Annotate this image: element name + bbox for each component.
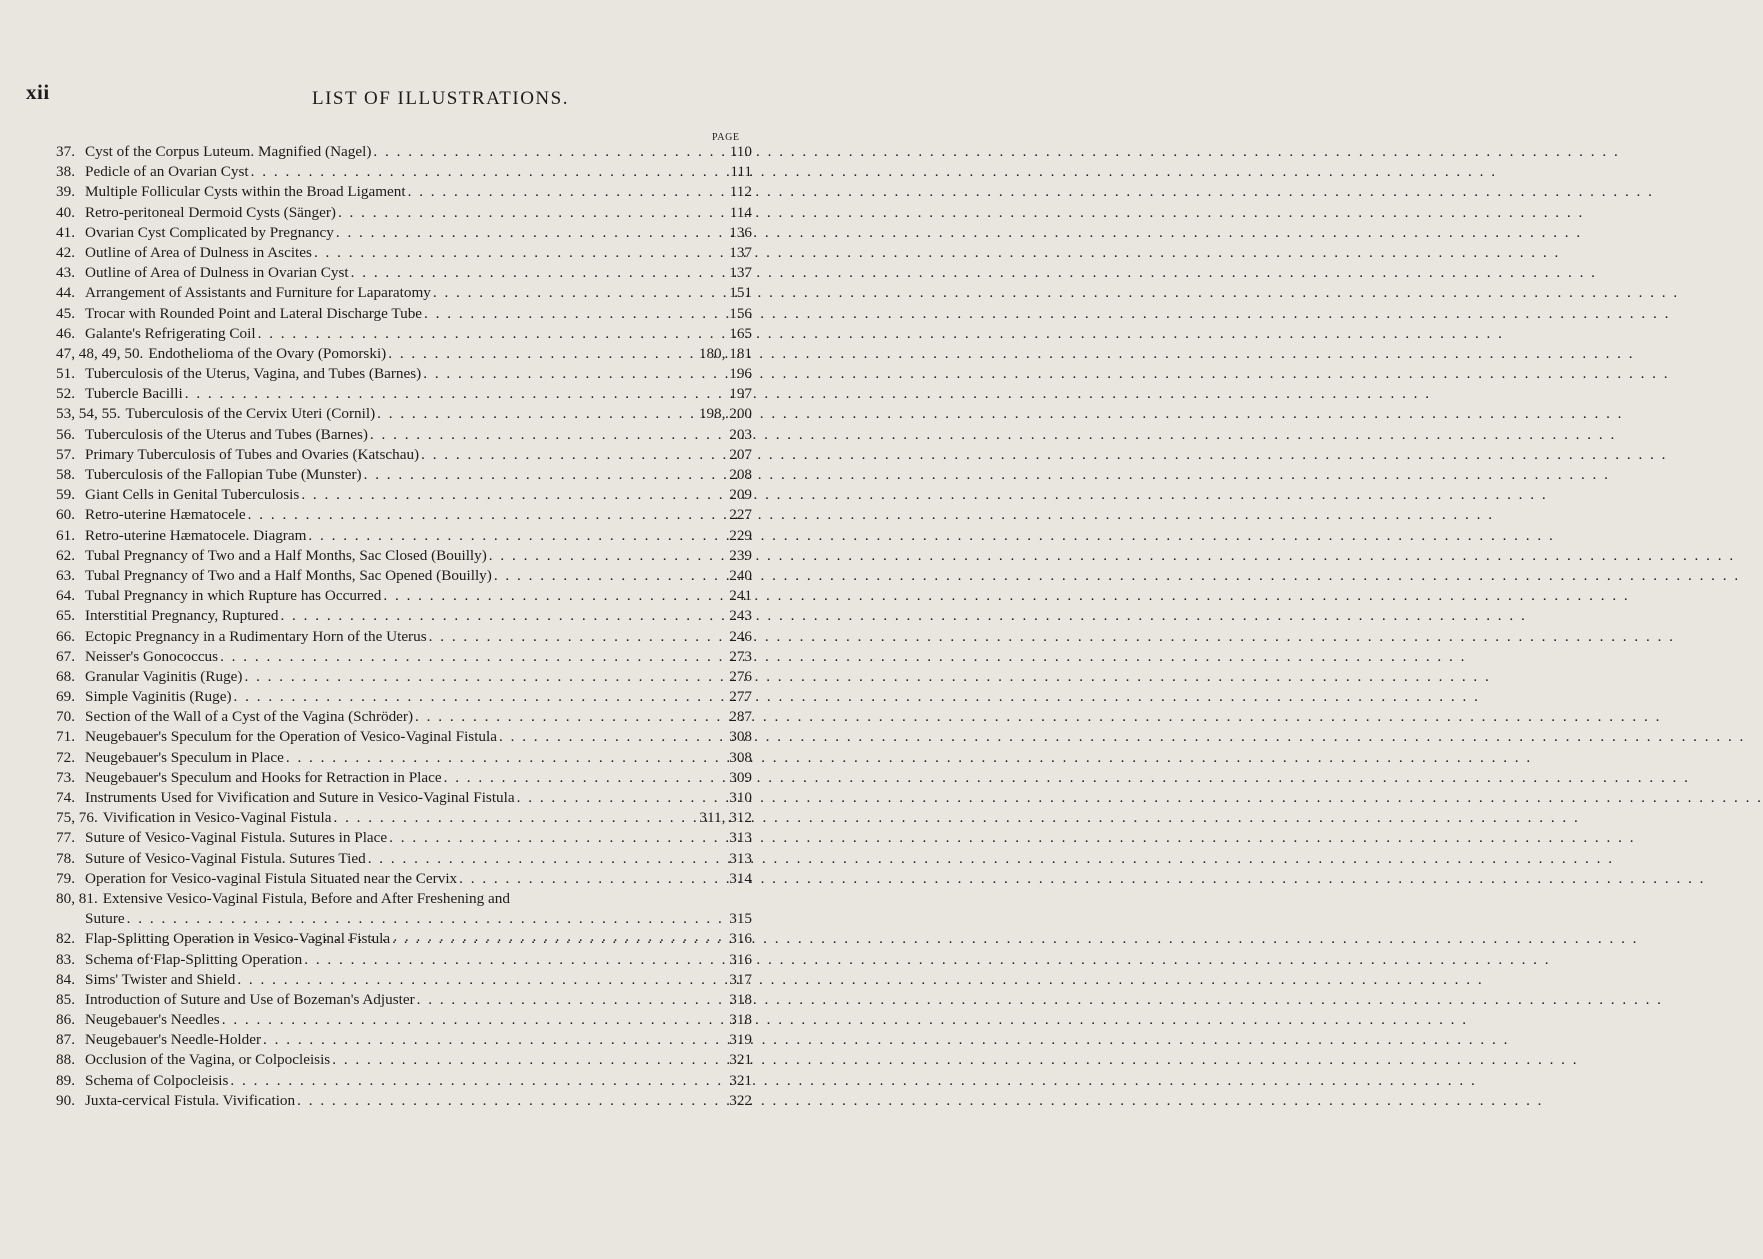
list-item xyxy=(56,527,752,547)
list-item xyxy=(56,506,752,526)
list-item xyxy=(56,365,752,385)
entry-number: 87. xyxy=(56,1031,75,1049)
list-item xyxy=(56,345,752,365)
entry-page: 308 xyxy=(729,728,752,746)
entry-title: Retro-peritoneal Dermoid Cysts (Sänger) xyxy=(85,203,336,221)
list-item xyxy=(56,1051,752,1071)
entry-title: Section of the Wall of a Cyst of the Vagina (Schröder) xyxy=(85,708,414,726)
dot-leader xyxy=(248,506,726,524)
dot-leader xyxy=(370,426,725,444)
entry-number: 65. xyxy=(56,607,75,625)
dot-leader xyxy=(517,789,726,807)
entry-number: 47, 48, 49, 50. xyxy=(56,344,144,362)
entry-page: 313 xyxy=(729,849,752,867)
entry-page: 277 xyxy=(729,688,752,706)
list-item xyxy=(56,163,752,183)
entry-page: 114 xyxy=(729,203,752,221)
list-item xyxy=(56,607,752,627)
entry-title: Primary Tuberculosis of Tubes and Ovaries (Katschau) xyxy=(85,445,420,463)
entry-title: Sims' Twister and Shield xyxy=(85,970,236,988)
list-item xyxy=(56,183,752,203)
entry-number: 37. xyxy=(56,143,75,160)
entry-title: Introduction of Suture and Use of Bozeman's Adjuster xyxy=(85,990,415,1008)
entry-title: Arrangement of Assistants and Furniture for Laparatomy xyxy=(85,284,431,302)
entry-title: Cyst of the Corpus Luteum. Magnified (Nagel) xyxy=(85,143,372,160)
dot-leader xyxy=(424,305,725,323)
list-item xyxy=(56,284,752,304)
entry-page: 239 xyxy=(729,546,752,564)
entry-number: 69. xyxy=(56,688,75,706)
entry-title: Neisser's Gonococcus xyxy=(85,647,219,665)
dot-leader xyxy=(297,1092,725,1110)
entry-title: Giant Cells in Genital Tuberculosis xyxy=(85,486,300,504)
page-number: xii xyxy=(26,80,50,104)
entry-number: 75, 76. xyxy=(56,809,98,827)
list-item xyxy=(56,244,752,264)
dot-leader xyxy=(304,951,725,969)
entry-page: 316 xyxy=(729,950,752,968)
entry-number: 90. xyxy=(56,1091,75,1109)
entry-title: Ectopic Pregnancy in a Rudimentary Horn of the Uterus xyxy=(85,627,427,645)
entry-title: Schema of Flap-Splitting Operation xyxy=(85,950,303,968)
dot-leader xyxy=(389,829,725,847)
entry-number: 52. xyxy=(56,385,75,403)
entry-page: 111 xyxy=(730,163,752,181)
list-item xyxy=(56,1031,752,1051)
dot-leader xyxy=(415,708,725,726)
entry-page: 137 xyxy=(729,243,752,261)
entry-title: Schema of Colpocleisis xyxy=(85,1071,229,1089)
entry-title: Tuberculosis of the Cervix Uteri (Cornil) xyxy=(125,405,376,423)
dot-leader xyxy=(333,809,695,827)
entry-number: 80, 81. xyxy=(56,889,98,907)
list-item xyxy=(56,749,752,769)
dot-leader xyxy=(433,284,725,302)
list-item xyxy=(56,204,752,224)
entry-number: 51. xyxy=(56,365,75,383)
entry-page: 241 xyxy=(729,587,752,605)
list-item xyxy=(56,991,752,1011)
list-item xyxy=(56,466,752,486)
dot-leader xyxy=(444,769,726,787)
dot-leader xyxy=(251,163,727,181)
dot-leader xyxy=(301,486,725,504)
entry-title: Neugebauer's Needles xyxy=(85,1011,220,1029)
entry-title: Tuberculosis of the Fallopian Tube (Munster) xyxy=(85,466,362,483)
page-column-label: PAGE xyxy=(712,132,740,143)
entry-title: Tuberculosis of the Uterus and Tubes (Barnes) xyxy=(85,425,368,443)
list-item xyxy=(56,708,752,728)
list-item xyxy=(56,850,752,870)
list-item xyxy=(56,143,752,163)
entry-title: Flap-Splitting Operation in Vesico-Vaginal Fistula xyxy=(85,930,391,948)
dot-leader xyxy=(494,567,725,585)
entry-page: 322 xyxy=(729,1091,752,1109)
entry-number: 72. xyxy=(56,748,75,766)
entry-page: 318 xyxy=(729,990,752,1008)
entry-title: Operation for Vesico-vaginal Fistula Situated near the Cervix xyxy=(85,869,458,887)
entry-title: Ovarian Cyst Complicated by Pregnancy xyxy=(85,223,334,241)
entry-number: 78. xyxy=(56,849,75,867)
list-item xyxy=(56,628,752,648)
entry-page: 315 xyxy=(729,910,752,928)
dot-leader xyxy=(392,930,725,948)
entry-title: Granular Vaginitis (Ruge) xyxy=(85,667,243,685)
entry-number: 68. xyxy=(56,667,75,685)
entry-page: 203 xyxy=(729,425,752,443)
entry-page: 246 xyxy=(729,627,752,645)
dot-leader xyxy=(237,971,725,989)
dot-leader xyxy=(388,345,695,363)
dot-leader xyxy=(423,365,725,383)
entry-page: 227 xyxy=(729,506,752,524)
entry-title: Occlusion of the Vagina, or Colpocleisis xyxy=(85,1051,331,1069)
dot-leader xyxy=(489,547,725,565)
entry-number: 66. xyxy=(56,627,75,645)
list-item xyxy=(56,305,752,325)
entry-number: 70. xyxy=(56,708,75,726)
entry-number: 85. xyxy=(56,990,75,1008)
entry-number: 38. xyxy=(56,163,75,181)
dot-leader xyxy=(429,628,726,646)
entry-page: 208 xyxy=(729,466,752,483)
dot-leader xyxy=(185,385,726,403)
dot-leader xyxy=(373,143,725,161)
list-item xyxy=(56,547,752,567)
entry-title: Neugebauer's Needle-Holder xyxy=(85,1031,262,1049)
dot-leader xyxy=(364,466,726,484)
entry-number: 79. xyxy=(56,869,75,887)
list-item xyxy=(56,446,752,466)
entry-number: 53, 54, 55. xyxy=(56,405,121,423)
dot-leader xyxy=(421,446,725,464)
entry-number: 71. xyxy=(56,728,75,746)
list-item xyxy=(56,728,752,748)
entry-page: 273 xyxy=(729,647,752,665)
entry-number: 45. xyxy=(56,304,75,322)
entry-number: 64. xyxy=(56,587,75,605)
entry-number: 43. xyxy=(56,264,75,282)
entry-number: 74. xyxy=(56,789,75,806)
entry-page: 136 xyxy=(729,223,752,241)
entry-title: Tubal Pregnancy of Two and a Half Months, Sac Opened (Bouilly) xyxy=(85,566,492,584)
entry-page: 229 xyxy=(729,526,752,544)
entry-title: Tubercle Bacilli xyxy=(85,385,183,403)
entry-number: 40. xyxy=(56,203,75,221)
entry-number: 44. xyxy=(56,284,75,302)
entry-page: 207 xyxy=(729,445,752,463)
entry-title: Retro-uterine Hæmatocele. Diagram xyxy=(85,526,307,544)
entry-title: Suture of Vesico-Vaginal Fistula. Sutures in Place xyxy=(85,829,388,847)
entry-title: Interstitial Pregnancy, Ruptured xyxy=(85,607,279,625)
dot-leader xyxy=(220,648,725,666)
entry-page: 110 xyxy=(729,143,752,160)
dot-leader xyxy=(314,244,725,262)
dot-leader xyxy=(338,204,726,222)
list-item xyxy=(56,587,752,607)
entry-title: Retro-uterine Hæmatocele xyxy=(85,506,246,524)
list-item xyxy=(56,769,752,789)
entry-page: 151 xyxy=(729,284,752,302)
dot-leader xyxy=(308,527,725,545)
entry-title: Tubal Pregnancy of Two and a Half Months, Sac Closed (Bouilly) xyxy=(85,546,487,564)
list-item xyxy=(56,426,752,446)
list-item xyxy=(56,1072,752,1092)
list-item xyxy=(56,930,752,950)
entry-title: Outline of Area of Dulness in Ovarian Cyst xyxy=(85,264,349,282)
entry-title: Tuberculosis of the Uterus, Vagina, and Tubes (Barnes) xyxy=(85,365,422,383)
entry-title: Vivification in Vesico-Vaginal Fistula xyxy=(102,809,332,827)
entry-number: 56. xyxy=(56,425,75,443)
dot-leader xyxy=(459,870,725,888)
entry-page: 310 xyxy=(729,789,752,806)
entry-title: Galante's Refrigerating Coil xyxy=(85,324,256,342)
entry-title: Simple Vaginitis (Ruge) xyxy=(85,688,232,706)
entry-page: 198, 200 xyxy=(698,405,752,423)
list-item xyxy=(56,405,752,425)
entry-page: 196 xyxy=(729,365,752,383)
entry-page: 319 xyxy=(729,1031,752,1049)
entry-number: 62. xyxy=(56,546,75,564)
entry-number: 39. xyxy=(56,183,75,201)
entry-page: 318 xyxy=(729,1011,752,1029)
list-item xyxy=(56,971,752,991)
list-item xyxy=(56,486,752,506)
entry-title: Multiple Follicular Cysts within the Broad Ligament xyxy=(85,183,406,201)
running-title: LIST OF ILLUSTRATIONS. xyxy=(312,88,569,109)
dot-leader xyxy=(258,325,726,343)
entry-title: Juxta-cervical Fistula. Vivification xyxy=(85,1091,296,1109)
dot-leader xyxy=(368,850,726,868)
list-item xyxy=(56,809,752,829)
dot-leader xyxy=(234,688,726,706)
entry-number: 57. xyxy=(56,445,75,463)
dot-leader xyxy=(332,1051,725,1069)
entry-number: 46. xyxy=(56,324,75,342)
list-item xyxy=(56,224,752,244)
entry-title: Endothelioma of the Ovary (Pomorski) xyxy=(148,344,387,362)
entry-page: 240 xyxy=(729,566,752,584)
dot-leader xyxy=(263,1031,725,1049)
list-item xyxy=(56,890,752,930)
entry-page: 311, 312 xyxy=(699,809,752,827)
entry-page: 243 xyxy=(729,607,752,625)
dot-leader xyxy=(383,587,725,605)
entry-title: Trocar with Rounded Point and Lateral Discharge Tube xyxy=(85,304,423,322)
entry-page: 314 xyxy=(729,869,752,887)
list-item xyxy=(56,385,752,405)
entry-title: Pedicle of an Ovarian Cyst xyxy=(85,163,249,181)
entry-page: 287 xyxy=(729,708,752,726)
entry-title: Suture of Vesico-Vaginal Fistula. Sutures Tied xyxy=(85,849,366,867)
entry-page: 165 xyxy=(729,324,752,342)
dot-leader xyxy=(351,264,726,282)
entry-page: 112 xyxy=(729,183,752,201)
entry-number: 88. xyxy=(56,1051,75,1069)
entry-number: 58. xyxy=(56,466,75,483)
dot-leader xyxy=(280,607,725,625)
entry-title: Instruments Used for Vivification and Suture in Vesico-Vaginal Fistula xyxy=(85,789,515,806)
dot-leader xyxy=(377,405,695,423)
entry-number: 82. xyxy=(56,930,75,948)
entry-page: 313 xyxy=(729,829,752,847)
list-item xyxy=(56,264,752,284)
entry-page: 321 xyxy=(729,1051,752,1069)
entry-page: 137 xyxy=(729,264,752,282)
entry-page: 197 xyxy=(729,385,752,403)
dot-leader xyxy=(336,224,725,242)
list-item xyxy=(56,789,752,809)
list-item xyxy=(56,567,752,587)
entry-number: 89. xyxy=(56,1071,75,1089)
list-item xyxy=(56,648,752,668)
entry-page: 317 xyxy=(729,970,752,988)
list-item xyxy=(56,829,752,849)
entry-page: 309 xyxy=(729,768,752,786)
list-item xyxy=(56,1011,752,1031)
dot-leader xyxy=(286,749,725,767)
entry-number: 83. xyxy=(56,950,75,968)
entry-page: 308 xyxy=(729,748,752,766)
entry-title: Outline of Area of Dulness in Ascites xyxy=(85,243,312,261)
list-item xyxy=(56,688,752,708)
entry-number: 61. xyxy=(56,526,75,544)
illustrations-list xyxy=(56,143,752,1112)
entry-number: 86. xyxy=(56,1011,75,1029)
dot-leader xyxy=(499,728,725,746)
entry-title: Neugebauer's Speculum for the Operation of Vesico-Vaginal Fistula xyxy=(85,728,497,746)
entry-page: 156 xyxy=(729,304,752,322)
entry-number: 59. xyxy=(56,486,75,504)
dot-leader xyxy=(408,183,726,201)
entry-page: 180, 181 xyxy=(698,344,752,362)
entry-title: Neugebauer's Speculum and Hooks for Retraction in Place xyxy=(85,768,442,786)
entry-page: 276 xyxy=(729,667,752,685)
entry-number: 77. xyxy=(56,829,75,847)
list-item xyxy=(56,1092,752,1112)
entry-number: 63. xyxy=(56,566,75,584)
list-item xyxy=(56,325,752,345)
entry-number: 67. xyxy=(56,647,75,665)
entry-number: 42. xyxy=(56,243,75,261)
dot-leader xyxy=(244,668,725,686)
entry-title: Extensive Vesico-Vaginal Fistula, Before and After Freshening and xyxy=(102,889,510,907)
entry-number: 41. xyxy=(56,223,75,241)
dot-leader xyxy=(230,1072,725,1090)
entry-number: 60. xyxy=(56,506,75,524)
entry-title: Neugebauer's Speculum in Place xyxy=(85,748,284,766)
entry-number: 73. xyxy=(56,768,75,786)
entry-number: 84. xyxy=(56,970,75,988)
list-item xyxy=(56,668,752,688)
list-item xyxy=(56,870,752,890)
entry-page: 316 xyxy=(729,930,752,948)
entry-page: 209 xyxy=(729,486,752,504)
dot-leader xyxy=(222,1011,725,1029)
entry-title-continued: Suture xyxy=(85,910,125,928)
entry-page: 321 xyxy=(729,1071,752,1089)
entry-title: Tubal Pregnancy in which Rupture has Occurred xyxy=(85,587,382,605)
dot-leader xyxy=(417,991,726,1009)
list-item xyxy=(56,951,752,971)
